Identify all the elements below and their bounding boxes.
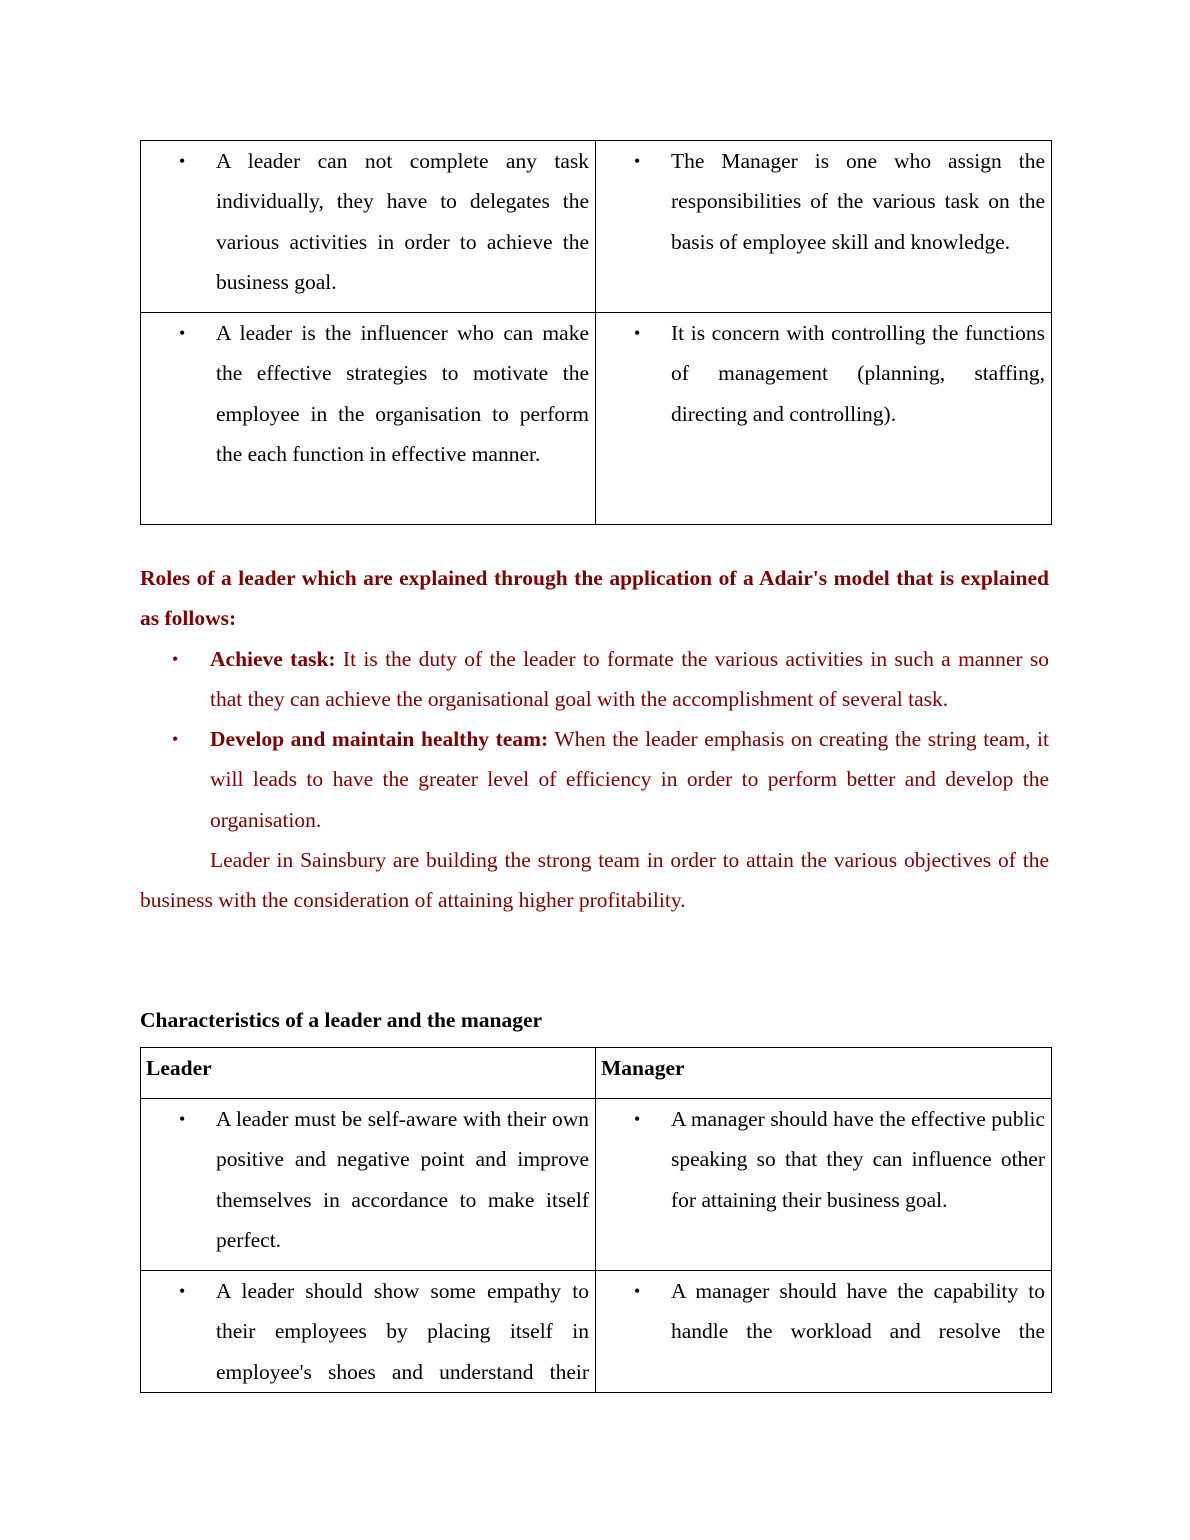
roles-section (140, 558, 1049, 921)
table-cell-manager (596, 1099, 1052, 1271)
table-row (141, 313, 1052, 525)
characteristics-table (140, 1047, 1052, 1393)
bullet-icon: • (634, 1281, 641, 1301)
table-cell-leader (141, 141, 596, 313)
table-cell-leader (141, 313, 596, 525)
cell-text: A manager should have the effective public speaking so that they can influence other for attaining their business goal. (671, 1107, 1045, 1212)
bullet-icon: • (179, 323, 186, 343)
item-text: When the leader emphasis on creating the string team, it will leads to have the greater level of efficiency in order to perform better and develop the organisation. (210, 727, 1049, 832)
bullet-icon: • (179, 1281, 186, 1301)
cell-text: A leader must be self-aware with their own positive and negative point and improve themselves in accordance to make itself perfect. (216, 1107, 589, 1252)
table-row (141, 141, 1052, 313)
bullet-icon: • (172, 648, 179, 669)
bullet-icon: • (179, 151, 186, 171)
cell-text: A leader is the influencer who can make the effective strategies to motivate the employee in the organisation to perform the each function in effective manner. (216, 321, 589, 466)
column-header-manager: Manager (596, 1048, 1052, 1099)
leader-manager-comparison-table (140, 140, 1052, 525)
cell-text: The Manager is one who assign the responsibilities of the various task on the basis of employee skill and knowledge. (671, 149, 1045, 254)
item-text: It is the duty of the leader to formate the various activities in such a manner so that they can achieve the organisational goal with the accomplishment of several task. (210, 646, 1049, 711)
column-header-leader: Leader (141, 1048, 596, 1099)
cell-text: It is concern with controlling the functions of management (planning, staffing, directing and controlling). (671, 321, 1045, 426)
item-label: Achieve task: (210, 646, 336, 671)
table-header-row (141, 1048, 1052, 1099)
table-cell-leader (141, 1271, 596, 1393)
list-item (140, 639, 1049, 720)
item-label: Develop and maintain healthy team: (210, 727, 549, 752)
bullet-icon: • (634, 1109, 641, 1129)
table-cell-manager (596, 313, 1052, 525)
roles-list (140, 639, 1049, 840)
characteristics-heading: Characteristics of a leader and the manager (140, 1008, 543, 1032)
cell-text: A manager should have the capability to handle the workload and resolve the (671, 1279, 1045, 1344)
bullet-icon: • (179, 1109, 186, 1129)
cell-text: A leader should show some empathy to their employees by placing itself in employee's shoes and understand their (216, 1279, 589, 1384)
bullet-icon: • (172, 729, 179, 750)
table-cell-leader (141, 1099, 596, 1271)
bullet-icon: • (634, 151, 641, 171)
section-title: Roles of a leader which are explained through the application of a Adair's model that is explained as follows: (140, 566, 1049, 631)
table-cell-manager (596, 1271, 1052, 1393)
table-cell-manager (596, 141, 1052, 313)
bullet-icon: • (634, 323, 641, 343)
table-row (141, 1099, 1052, 1271)
cell-text: A leader can not complete any task individually, they have to delegates the various activities in order to achieve the business goal. (216, 149, 589, 294)
table-row (141, 1271, 1052, 1393)
list-item (140, 719, 1049, 840)
body-paragraph: Leader in Sainsbury are building the strong team in order to attain the various objectives of the business with the consideration of attaining higher profitability. (140, 848, 1049, 913)
